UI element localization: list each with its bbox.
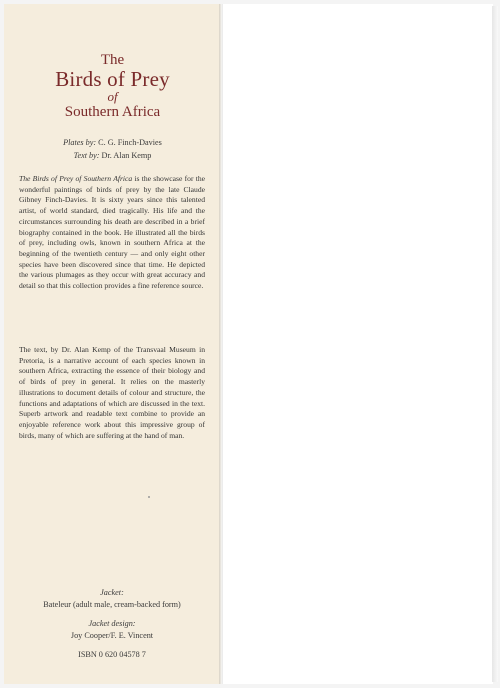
jacket-design-label: Jacket design: [88, 619, 136, 628]
jacket-value: Bateleur (adult male, cream-backed form) [43, 600, 181, 609]
plates-label: Plates by: [63, 138, 97, 147]
plates-credit [0, 138, 225, 147]
book-title-inline: The Birds of Prey of Southern Africa [19, 174, 133, 183]
page-edge [492, 6, 498, 682]
title-the: The [100, 52, 125, 68]
title-of: of [107, 89, 118, 104]
text-value: Dr. Alan Kemp [101, 151, 152, 160]
text-label: Text by: [73, 151, 100, 160]
title-main: Birds of Prey [55, 67, 170, 91]
speck [148, 496, 150, 498]
title-subtitle: Southern Africa [64, 104, 161, 120]
paragraph-1-text: is the showcase for the wonderful paintings of birds of prey by the late Claude Gibney Finch-Davies. It is sixty years since this talented artist, of world standard, died tragically. His life and the circumstances surrounding his death are described in a brief biography contained in the book. He illustrated all the birds of prey, including owls, known in southern Africa at the beginning of the twentieth century — and only eight other species have been discovered since that time. He depicted the various plumages as they occur with great accuracy and detail so that this collection provides a fine reference source. [19, 174, 205, 291]
description-paragraph-2: The text, by Dr. Alan Kemp of the Transvaal Museum in Pretoria, is a narrative account of each species known in southern Africa, extracting the essence of their biology and of birds of prey in general. It relies on the masterly illustrations to document details of colour and structure, the functions and adaptations of which are discussed in the text. Superb artwork and readable text combine to provide an enjoyable reference work about this impressive group of birds, many of which are suffering at the hand of man. [19, 345, 205, 440]
plates-value: C. G. Finch-Davies [98, 138, 162, 147]
isbn: ISBN 0 620 04578 7 [78, 650, 146, 659]
jacket-label: Jacket: [100, 588, 124, 597]
jacket-design-value: Joy Cooper/F. E. Vincent [70, 631, 154, 640]
book-title [4, 52, 221, 121]
blank-page [222, 4, 493, 684]
description-paragraph-1 [19, 174, 205, 292]
text-credit [0, 151, 225, 160]
